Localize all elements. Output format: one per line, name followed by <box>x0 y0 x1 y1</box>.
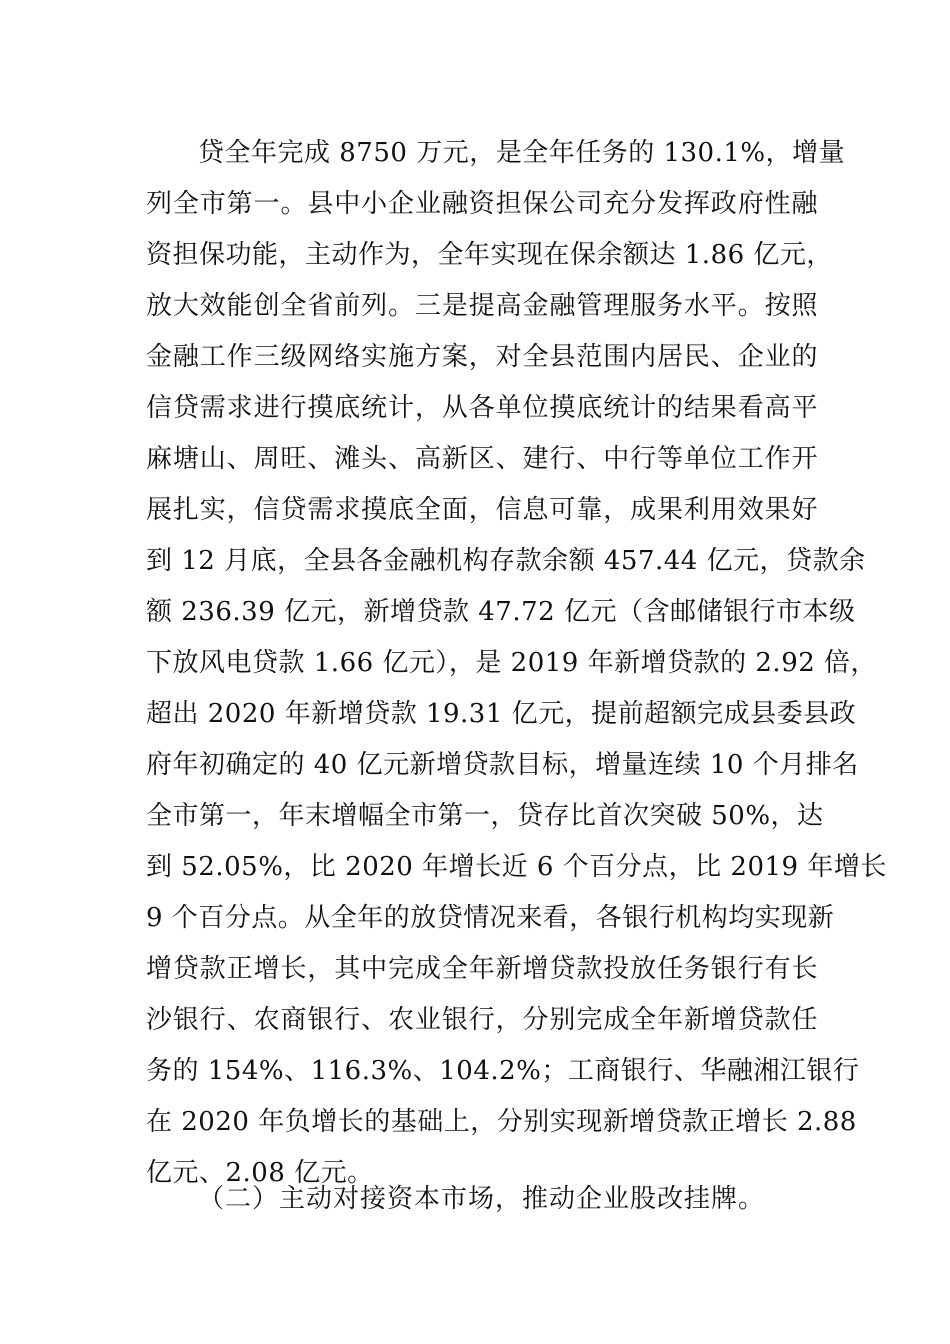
paragraph-line: 麻塘山、周旺、滩头、高新区、建行、中行等单位工作开 <box>146 444 818 474</box>
paragraph-line: 到 52.05%，比 2020 年增长近 6 个百分点，比 2019 年增长 <box>146 852 887 882</box>
paragraph-line: 下放风电贷款 1.66 亿元），是 2019 年新增贷款的 2.92 倍， <box>146 648 878 678</box>
paragraph-line: 沙银行、农商银行、农业银行，分别完成全年新增贷款任 <box>146 1005 818 1035</box>
paragraph-line: 展扎实，信贷需求摸底全面，信息可靠，成果利用效果好 <box>146 495 818 525</box>
paragraph-line: 9 个百分点。从全年的放贷情况来看，各银行机构均实现新 <box>146 903 835 933</box>
paragraph-line: 增贷款正增长，其中完成全年新增贷款投放任务银行有长 <box>146 954 818 984</box>
paragraph-line: 资担保功能，主动作为，全年实现在保余额达 1.86 亿元， <box>146 240 833 270</box>
paragraph-line: 到 12 月底，全县各金融机构存款余额 457.44 亿元，贷款余 <box>146 546 866 576</box>
paragraph-line: 列全市第一。县中小企业融资担保公司充分发挥政府性融 <box>146 189 818 219</box>
paragraph-line: 超出 2020 年新增贷款 19.31 亿元，提前超额完成县委县政 <box>146 699 857 729</box>
paragraph-line: 亿元、2.08 亿元。 <box>146 1158 374 1188</box>
paragraph-line: 放大效能创全省前列。三是提高金融管理服务水平。按照 <box>146 291 818 321</box>
paragraph-line: 在 2020 年负增长的基础上，分别实现新增贷款正增长 2.88 <box>146 1107 857 1137</box>
paragraph-line: 额 236.39 亿元，新增贷款 47.72 亿元（含邮储银行市本级 <box>146 597 856 627</box>
paragraph-line: 务的 154%、116.3%、104.2%；工商银行、华融湘江银行 <box>146 1056 860 1086</box>
paragraph-line: 信贷需求进行摸底统计，从各单位摸底统计的结果看高平 <box>146 393 818 423</box>
section-heading: （二）主动对接资本市场，推动企业股改挂牌。 <box>198 1184 766 1214</box>
paragraph-line: 金融工作三级网络实施方案，对全县范围内居民、企业的 <box>146 342 818 372</box>
paragraph-line: 全市第一，年末增幅全市第一，贷存比首次突破 50%，达 <box>146 801 824 831</box>
paragraph-line: 贷全年完成 8750 万元，是全年任务的 130.1%，增量 <box>198 138 846 168</box>
body-paragraph <box>146 128 887 1199</box>
paragraph-line: 府年初确定的 40 亿元新增贷款目标，增量连续 10 个月排名 <box>146 750 859 780</box>
